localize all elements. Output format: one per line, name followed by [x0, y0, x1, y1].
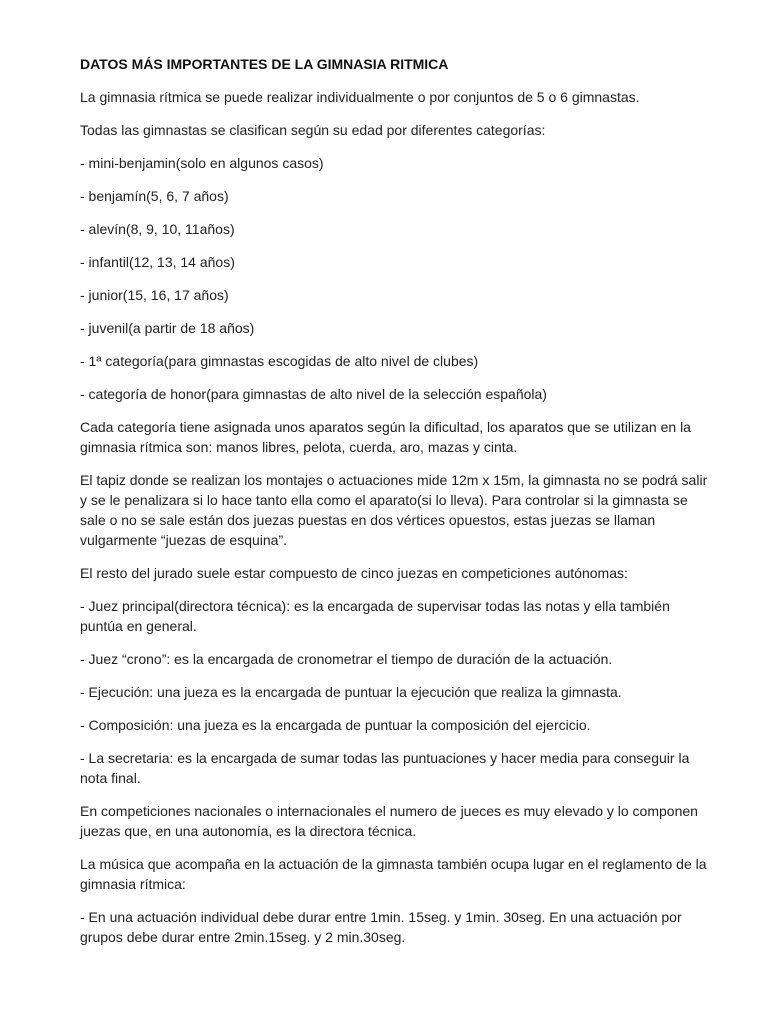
paragraph: Todas las gimnastas se clasifican según su edad por diferentes categorías:	[80, 122, 546, 138]
paragraph: En competiciones nacionales o internacionales el numero de jueces es muy elevado y lo componen juezas que, en una autonomía, es la directora técnica.	[80, 803, 698, 839]
list-item: - infantil(12, 13, 14 años)	[80, 254, 235, 270]
list-item: - junior(15, 16, 17 años)	[80, 287, 229, 303]
list-item: - benjamín(5, 6, 7 años)	[80, 188, 229, 204]
list-item: - 1ª categoría(para gimnastas escogidas de alto nivel de clubes)	[80, 353, 479, 369]
document-page	[80, 54, 710, 960]
list-item: - juvenil(a partir de 18 años)	[80, 320, 255, 336]
list-item: - mini-benjamin(solo en algunos casos)	[80, 155, 324, 171]
list-item: - En una actuación individual debe durar entre 1min. 15seg. y 1min. 30seg. En una actuación por grupos debe durar entre 2min.15seg. y 2 min.30seg.	[80, 909, 682, 945]
list-item: - Ejecución: una jueza es la encargada de puntuar la ejecución que realiza la gimnasta.	[80, 684, 622, 700]
paragraph: Cada categoría tiene asignada unos aparatos según la dificultad, los aparatos que se utilizan en la gimnasia rítmica son: manos libres, pelota, cuerda, aro, mazas y cinta.	[80, 419, 691, 455]
list-item: - La secretaria: es la encargada de sumar todas las puntuaciones y hacer media para conseguir la nota final.	[80, 750, 690, 786]
list-item: - Composición: una jueza es la encargada de puntuar la composición del ejercicio.	[80, 717, 591, 733]
paragraph: El resto del jurado suele estar compuesto de cinco juezas en competiciones autónomas:	[80, 565, 628, 581]
list-item: - Juez “crono”: es la encargada de cronometrar el tiempo de duración de la actuación.	[80, 651, 613, 667]
list-item: - categoría de honor(para gimnastas de alto nivel de la selección española)	[80, 386, 547, 402]
list-item: - Juez principal(directora técnica): es la encargada de supervisar todas las notas y ella también puntúa en general.	[80, 598, 670, 634]
paragraph: El tapiz donde se realizan los montajes o actuaciones mide 12m x 15m, la gimnasta no se podrá salir y se le penalizara si lo hace tanto ella como el aparato(si lo lleva). Para controlar si la gimnasta se sale o no se sale están dos juezas puestas en dos vértices opuestos, estas juezas se llaman vulgarmente “juezas de esquina”.	[80, 472, 708, 548]
paragraph: La gimnasia rítmica se puede realizar individualmente o por conjuntos de 5 o 6 gimnastas.	[80, 89, 640, 105]
document-title: DATOS MÁS IMPORTANTES DE LA GIMNASIA RITMICA	[80, 56, 449, 72]
list-item: - alevín(8, 9, 10, 11años)	[80, 221, 235, 237]
paragraph: La música que acompaña en la actuación de la gimnasta también ocupa lugar en el reglamento de la gimnasia rítmica:	[80, 856, 707, 892]
